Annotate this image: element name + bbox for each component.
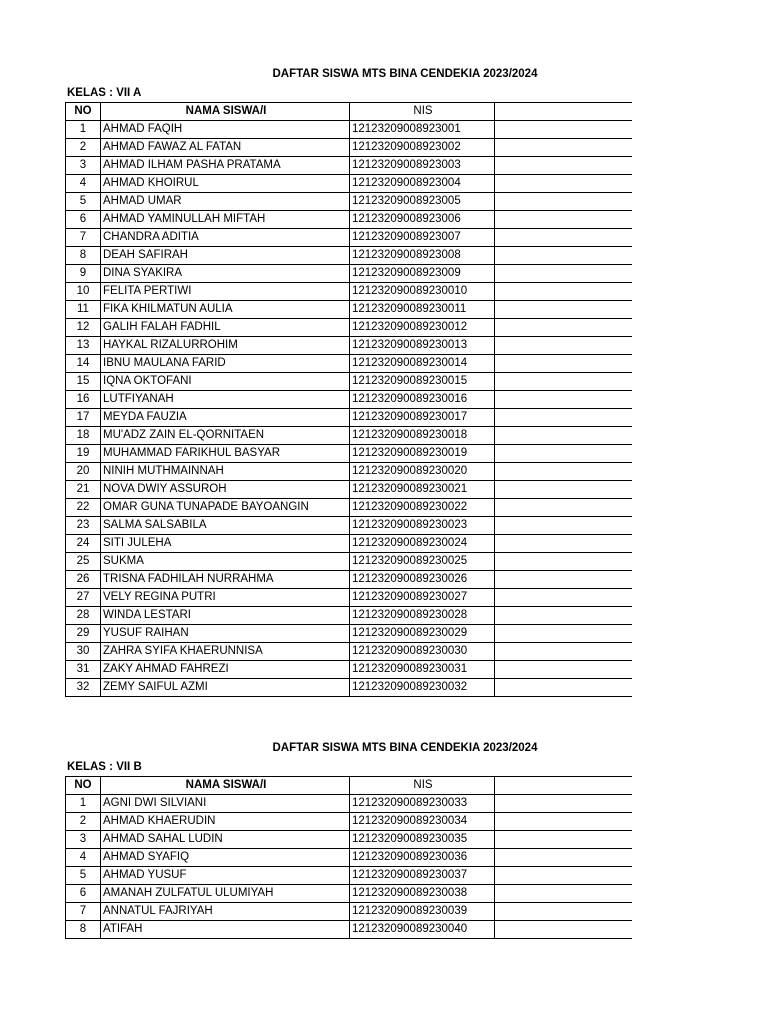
header-nama: NAMA SISWA/I [101, 777, 350, 795]
empty-cell [495, 319, 632, 337]
student-nis: 121232090089230028 [350, 607, 495, 625]
empty-cell [495, 661, 632, 679]
student-name: AMANAH ZULFATUL ULUMIYAH [101, 885, 350, 903]
student-nis: 121232090089230021 [350, 481, 495, 499]
student-name: AGNI DWI SILVIANI [101, 795, 350, 813]
student-table [65, 776, 632, 939]
row-number: 1 [66, 121, 101, 139]
student-nis: 121232090089230039 [350, 903, 495, 921]
student-nis: 12123209008923005 [350, 193, 495, 211]
row-number: 29 [66, 625, 101, 643]
table-row [66, 813, 632, 831]
row-number: 2 [66, 813, 101, 831]
table-row [66, 589, 632, 607]
empty-cell [495, 337, 632, 355]
student-name: FELITA PERTIWI [101, 283, 350, 301]
empty-cell [495, 777, 632, 795]
empty-cell [495, 391, 632, 409]
row-number: 18 [66, 427, 101, 445]
table-row [66, 553, 632, 571]
student-name: VELY REGINA PUTRI [101, 589, 350, 607]
empty-cell [495, 885, 632, 903]
student-nis: 121232090089230023 [350, 517, 495, 535]
table-row [66, 265, 632, 283]
empty-cell [495, 867, 632, 885]
empty-cell [495, 247, 632, 265]
student-nis: 121232090089230030 [350, 643, 495, 661]
student-nis: 12123209008923009 [350, 265, 495, 283]
table-row [66, 229, 632, 247]
row-number: 12 [66, 319, 101, 337]
student-name: SALMA SALSABILA [101, 517, 350, 535]
empty-cell [495, 103, 632, 121]
row-number: 27 [66, 589, 101, 607]
student-nis: 121232090089230017 [350, 409, 495, 427]
empty-cell [495, 903, 632, 921]
student-nis: 12123209008923001 [350, 121, 495, 139]
student-name: SUKMA [101, 553, 350, 571]
table-row [66, 481, 632, 499]
student-nis: 121232090089230024 [350, 535, 495, 553]
table-header-row [66, 777, 632, 795]
table-row [66, 517, 632, 535]
student-nis: 12123209008923008 [350, 247, 495, 265]
student-name: AHMAD SYAFIQ [101, 849, 350, 867]
empty-cell [495, 813, 632, 831]
empty-cell [495, 175, 632, 193]
student-name: MUHAMMAD FARIKHUL BASYAR [101, 445, 350, 463]
student-nis: 121232090089230032 [350, 679, 495, 697]
student-name: FIKA KHILMATUN AULIA [101, 301, 350, 319]
empty-cell [495, 139, 632, 157]
row-number: 24 [66, 535, 101, 553]
empty-cell [495, 831, 632, 849]
row-number: 31 [66, 661, 101, 679]
student-name: AHMAD FAQIH [101, 121, 350, 139]
student-nis: 12123209008923002 [350, 139, 495, 157]
row-number: 19 [66, 445, 101, 463]
empty-cell [495, 301, 632, 319]
table-row [66, 283, 632, 301]
empty-cell [495, 355, 632, 373]
empty-cell [495, 121, 632, 139]
table-row [66, 463, 632, 481]
row-number: 10 [66, 283, 101, 301]
student-name: AHMAD YAMINULLAH MIFTAH [101, 211, 350, 229]
student-nis: 121232090089230011 [350, 301, 495, 319]
student-name: YUSUF RAIHAN [101, 625, 350, 643]
table-row [66, 445, 632, 463]
student-nis: 12123209008923004 [350, 175, 495, 193]
page-title: DAFTAR SISWA MTS BINA CENDEKIA 2023/2024 [272, 742, 538, 754]
table-row [66, 607, 632, 625]
row-number: 3 [66, 157, 101, 175]
empty-cell [495, 373, 632, 391]
empty-cell [495, 265, 632, 283]
table-row [66, 391, 632, 409]
table-row [66, 427, 632, 445]
student-name: CHANDRA ADITIA [101, 229, 350, 247]
class-label: KELAS : VII B [67, 761, 142, 773]
table-row [66, 121, 632, 139]
row-number: 8 [66, 247, 101, 265]
student-nis: 12123209008923006 [350, 211, 495, 229]
row-number: 23 [66, 517, 101, 535]
student-nis: 121232090089230020 [350, 463, 495, 481]
student-nis: 121232090089230019 [350, 445, 495, 463]
empty-cell [495, 553, 632, 571]
student-name: NOVA DWIY ASSUROH [101, 481, 350, 499]
empty-cell [495, 625, 632, 643]
header-nis: NIS [350, 777, 495, 795]
student-nis: 12123209008923003 [350, 157, 495, 175]
row-number: 22 [66, 499, 101, 517]
empty-cell [495, 535, 632, 553]
empty-cell [495, 427, 632, 445]
table-row [66, 867, 632, 885]
student-nis: 121232090089230010 [350, 283, 495, 301]
row-number: 26 [66, 571, 101, 589]
student-name: OMAR GUNA TUNAPADE BAYOANGIN [101, 499, 350, 517]
row-number: 8 [66, 921, 101, 939]
row-number: 30 [66, 643, 101, 661]
empty-cell [495, 589, 632, 607]
empty-cell [495, 481, 632, 499]
student-name: ZEMY SAIFUL AZMI [101, 679, 350, 697]
table-row [66, 355, 632, 373]
row-number: 25 [66, 553, 101, 571]
student-name: ZAKY AHMAD FAHREZI [101, 661, 350, 679]
empty-cell [495, 157, 632, 175]
student-name: AHMAD UMAR [101, 193, 350, 211]
row-number: 4 [66, 175, 101, 193]
table-row [66, 625, 632, 643]
student-name: LUTFIYANAH [101, 391, 350, 409]
table-row [66, 921, 632, 939]
student-nis: 121232090089230026 [350, 571, 495, 589]
row-number: 21 [66, 481, 101, 499]
student-nis: 121232090089230014 [350, 355, 495, 373]
class-label: KELAS : VII A [67, 87, 142, 99]
empty-cell [495, 795, 632, 813]
row-number: 32 [66, 679, 101, 697]
table-row [66, 535, 632, 553]
student-name: WINDA LESTARI [101, 607, 350, 625]
row-number: 7 [66, 229, 101, 247]
row-number: 15 [66, 373, 101, 391]
row-number: 14 [66, 355, 101, 373]
empty-cell [495, 463, 632, 481]
student-nis: 121232090089230013 [350, 337, 495, 355]
table-row [66, 885, 632, 903]
table-row [66, 409, 632, 427]
header-nis: NIS [350, 103, 495, 121]
student-name: DINA SYAKIRA [101, 265, 350, 283]
table-row [66, 679, 632, 697]
table-row [66, 193, 632, 211]
student-name: DEAH SAFIRAH [101, 247, 350, 265]
empty-cell [495, 193, 632, 211]
header-no: NO [66, 103, 101, 121]
table-row [66, 661, 632, 679]
table-row [66, 301, 632, 319]
student-name: ATIFAH [101, 921, 350, 939]
empty-cell [495, 445, 632, 463]
row-number: 13 [66, 337, 101, 355]
student-nis: 121232090089230038 [350, 885, 495, 903]
table-row [66, 795, 632, 813]
student-name: AHMAD KHAERUDIN [101, 813, 350, 831]
empty-cell [495, 571, 632, 589]
empty-cell [495, 607, 632, 625]
empty-cell [495, 517, 632, 535]
student-name: IBNU MAULANA FARID [101, 355, 350, 373]
table-row [66, 175, 632, 193]
table-row [66, 903, 632, 921]
table-row [66, 643, 632, 661]
student-nis: 121232090089230012 [350, 319, 495, 337]
student-name: HAYKAL RIZALURROHIM [101, 337, 350, 355]
student-name: AHMAD ILHAM PASHA PRATAMA [101, 157, 350, 175]
row-number: 6 [66, 885, 101, 903]
row-number: 5 [66, 867, 101, 885]
table-row [66, 211, 632, 229]
student-nis: 121232090089230040 [350, 921, 495, 939]
row-number: 4 [66, 849, 101, 867]
table-row [66, 139, 632, 157]
student-nis: 121232090089230034 [350, 813, 495, 831]
student-name: IQNA OKTOFANI [101, 373, 350, 391]
row-number: 5 [66, 193, 101, 211]
table-row [66, 157, 632, 175]
table-header-row [66, 103, 632, 121]
student-name: AHMAD KHOIRUL [101, 175, 350, 193]
student-nis: 121232090089230029 [350, 625, 495, 643]
row-number: 16 [66, 391, 101, 409]
student-table [65, 102, 632, 697]
empty-cell [495, 499, 632, 517]
student-name: SITI JULEHA [101, 535, 350, 553]
student-nis: 121232090089230015 [350, 373, 495, 391]
empty-cell [495, 211, 632, 229]
table-row [66, 571, 632, 589]
table-row [66, 319, 632, 337]
student-nis: 121232090089230022 [350, 499, 495, 517]
student-nis: 121232090089230027 [350, 589, 495, 607]
row-number: 20 [66, 463, 101, 481]
table-row [66, 247, 632, 265]
student-nis: 121232090089230018 [350, 427, 495, 445]
student-name: GALIH FALAH FADHIL [101, 319, 350, 337]
row-number: 7 [66, 903, 101, 921]
row-number: 3 [66, 831, 101, 849]
student-name: TRISNA FADHILAH NURRAHMA [101, 571, 350, 589]
row-number: 2 [66, 139, 101, 157]
student-name: NINIH MUTHMAINNAH [101, 463, 350, 481]
table-row [66, 849, 632, 867]
student-name: AHMAD YUSUF [101, 867, 350, 885]
row-number: 28 [66, 607, 101, 625]
student-nis: 12123209008923007 [350, 229, 495, 247]
student-nis: 121232090089230031 [350, 661, 495, 679]
table-row [66, 499, 632, 517]
empty-cell [495, 283, 632, 301]
student-nis: 121232090089230037 [350, 867, 495, 885]
student-name: AHMAD SAHAL LUDIN [101, 831, 350, 849]
empty-cell [495, 849, 632, 867]
row-number: 11 [66, 301, 101, 319]
row-number: 6 [66, 211, 101, 229]
student-nis: 121232090089230016 [350, 391, 495, 409]
student-nis: 121232090089230033 [350, 795, 495, 813]
empty-cell [495, 921, 632, 939]
student-nis: 121232090089230036 [350, 849, 495, 867]
student-name: MEYDA FAUZIA [101, 409, 350, 427]
student-name: AHMAD FAWAZ AL FATAN [101, 139, 350, 157]
student-nis: 121232090089230035 [350, 831, 495, 849]
table-row [66, 337, 632, 355]
row-number: 17 [66, 409, 101, 427]
row-number: 9 [66, 265, 101, 283]
page-title: DAFTAR SISWA MTS BINA CENDEKIA 2023/2024 [272, 68, 538, 80]
table-row [66, 373, 632, 391]
header-no: NO [66, 777, 101, 795]
student-nis: 121232090089230025 [350, 553, 495, 571]
row-number: 1 [66, 795, 101, 813]
student-name: MU'ADZ ZAIN EL-QORNITAEN [101, 427, 350, 445]
empty-cell [495, 229, 632, 247]
header-nama: NAMA SISWA/I [101, 103, 350, 121]
empty-cell [495, 679, 632, 697]
student-name: ZAHRA SYIFA KHAERUNNISA [101, 643, 350, 661]
empty-cell [495, 643, 632, 661]
table-row [66, 831, 632, 849]
student-name: ANNATUL FAJRIYAH [101, 903, 350, 921]
empty-cell [495, 409, 632, 427]
